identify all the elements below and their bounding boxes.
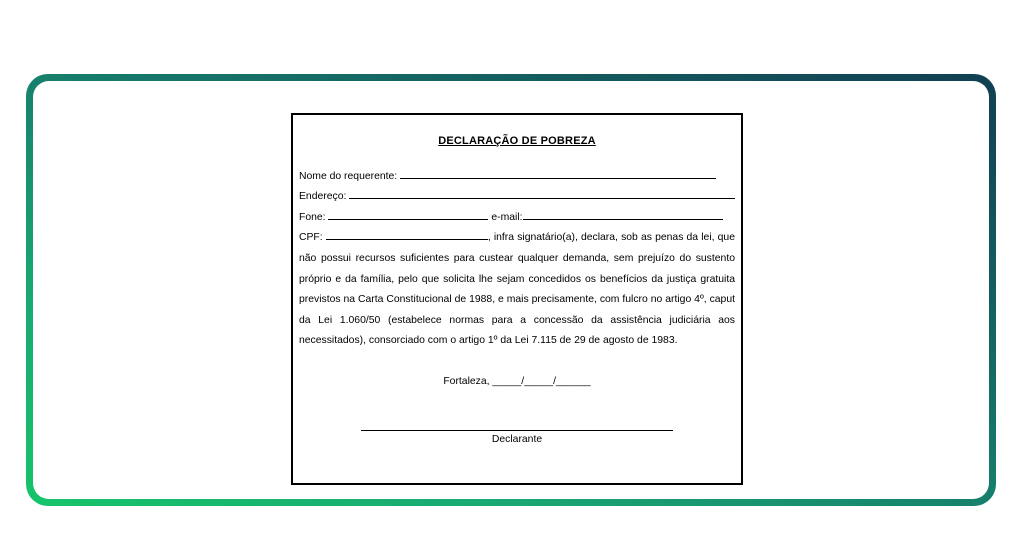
cpf-blank [326, 229, 488, 240]
address-field-line [299, 187, 735, 208]
email-blank [523, 209, 723, 220]
signature-line [361, 430, 673, 431]
phone-label: Fone: [299, 211, 326, 223]
document-title: DECLARAÇÃO DE POBREZA [438, 135, 596, 147]
address-label: Endereço: [299, 191, 347, 203]
cpf-tail: , infra signatário(a), declara, sob as penas da [487, 232, 699, 244]
title-spacer [299, 152, 735, 167]
declaration-document [291, 113, 743, 485]
signature-label: Declarante [491, 433, 543, 445]
email-label: e-mail: [491, 211, 523, 223]
city-date-line: Fortaleza, _____/_____/______ [443, 375, 591, 387]
declaration-text: lei, que não possui recursos suficientes para custear qualquer demanda, sem prejuízo do sustento próprio e da família, pelo que solicita lhe sejam concedidos os benefícios da justiça gratuita previstos na Carta Constitucional de 1988, e mais precisamente, com fulcro no artigo 4º, caput da Lei 1.060/50 (estabelece normas para a concessão da assistência judiciária aos necessitados), consorciado com o artigo 1º da Lei 7.115 de 29 de agosto de 1983. [299, 232, 735, 347]
name-blank [400, 168, 716, 179]
address-blank [349, 188, 735, 199]
phone-email-field-line [299, 208, 735, 229]
name-field-line [299, 167, 735, 188]
cpf-label: CPF: [299, 232, 323, 244]
phone-blank [328, 209, 488, 220]
declaration-body [299, 228, 735, 352]
name-label: Nome do requerente: [299, 170, 398, 182]
